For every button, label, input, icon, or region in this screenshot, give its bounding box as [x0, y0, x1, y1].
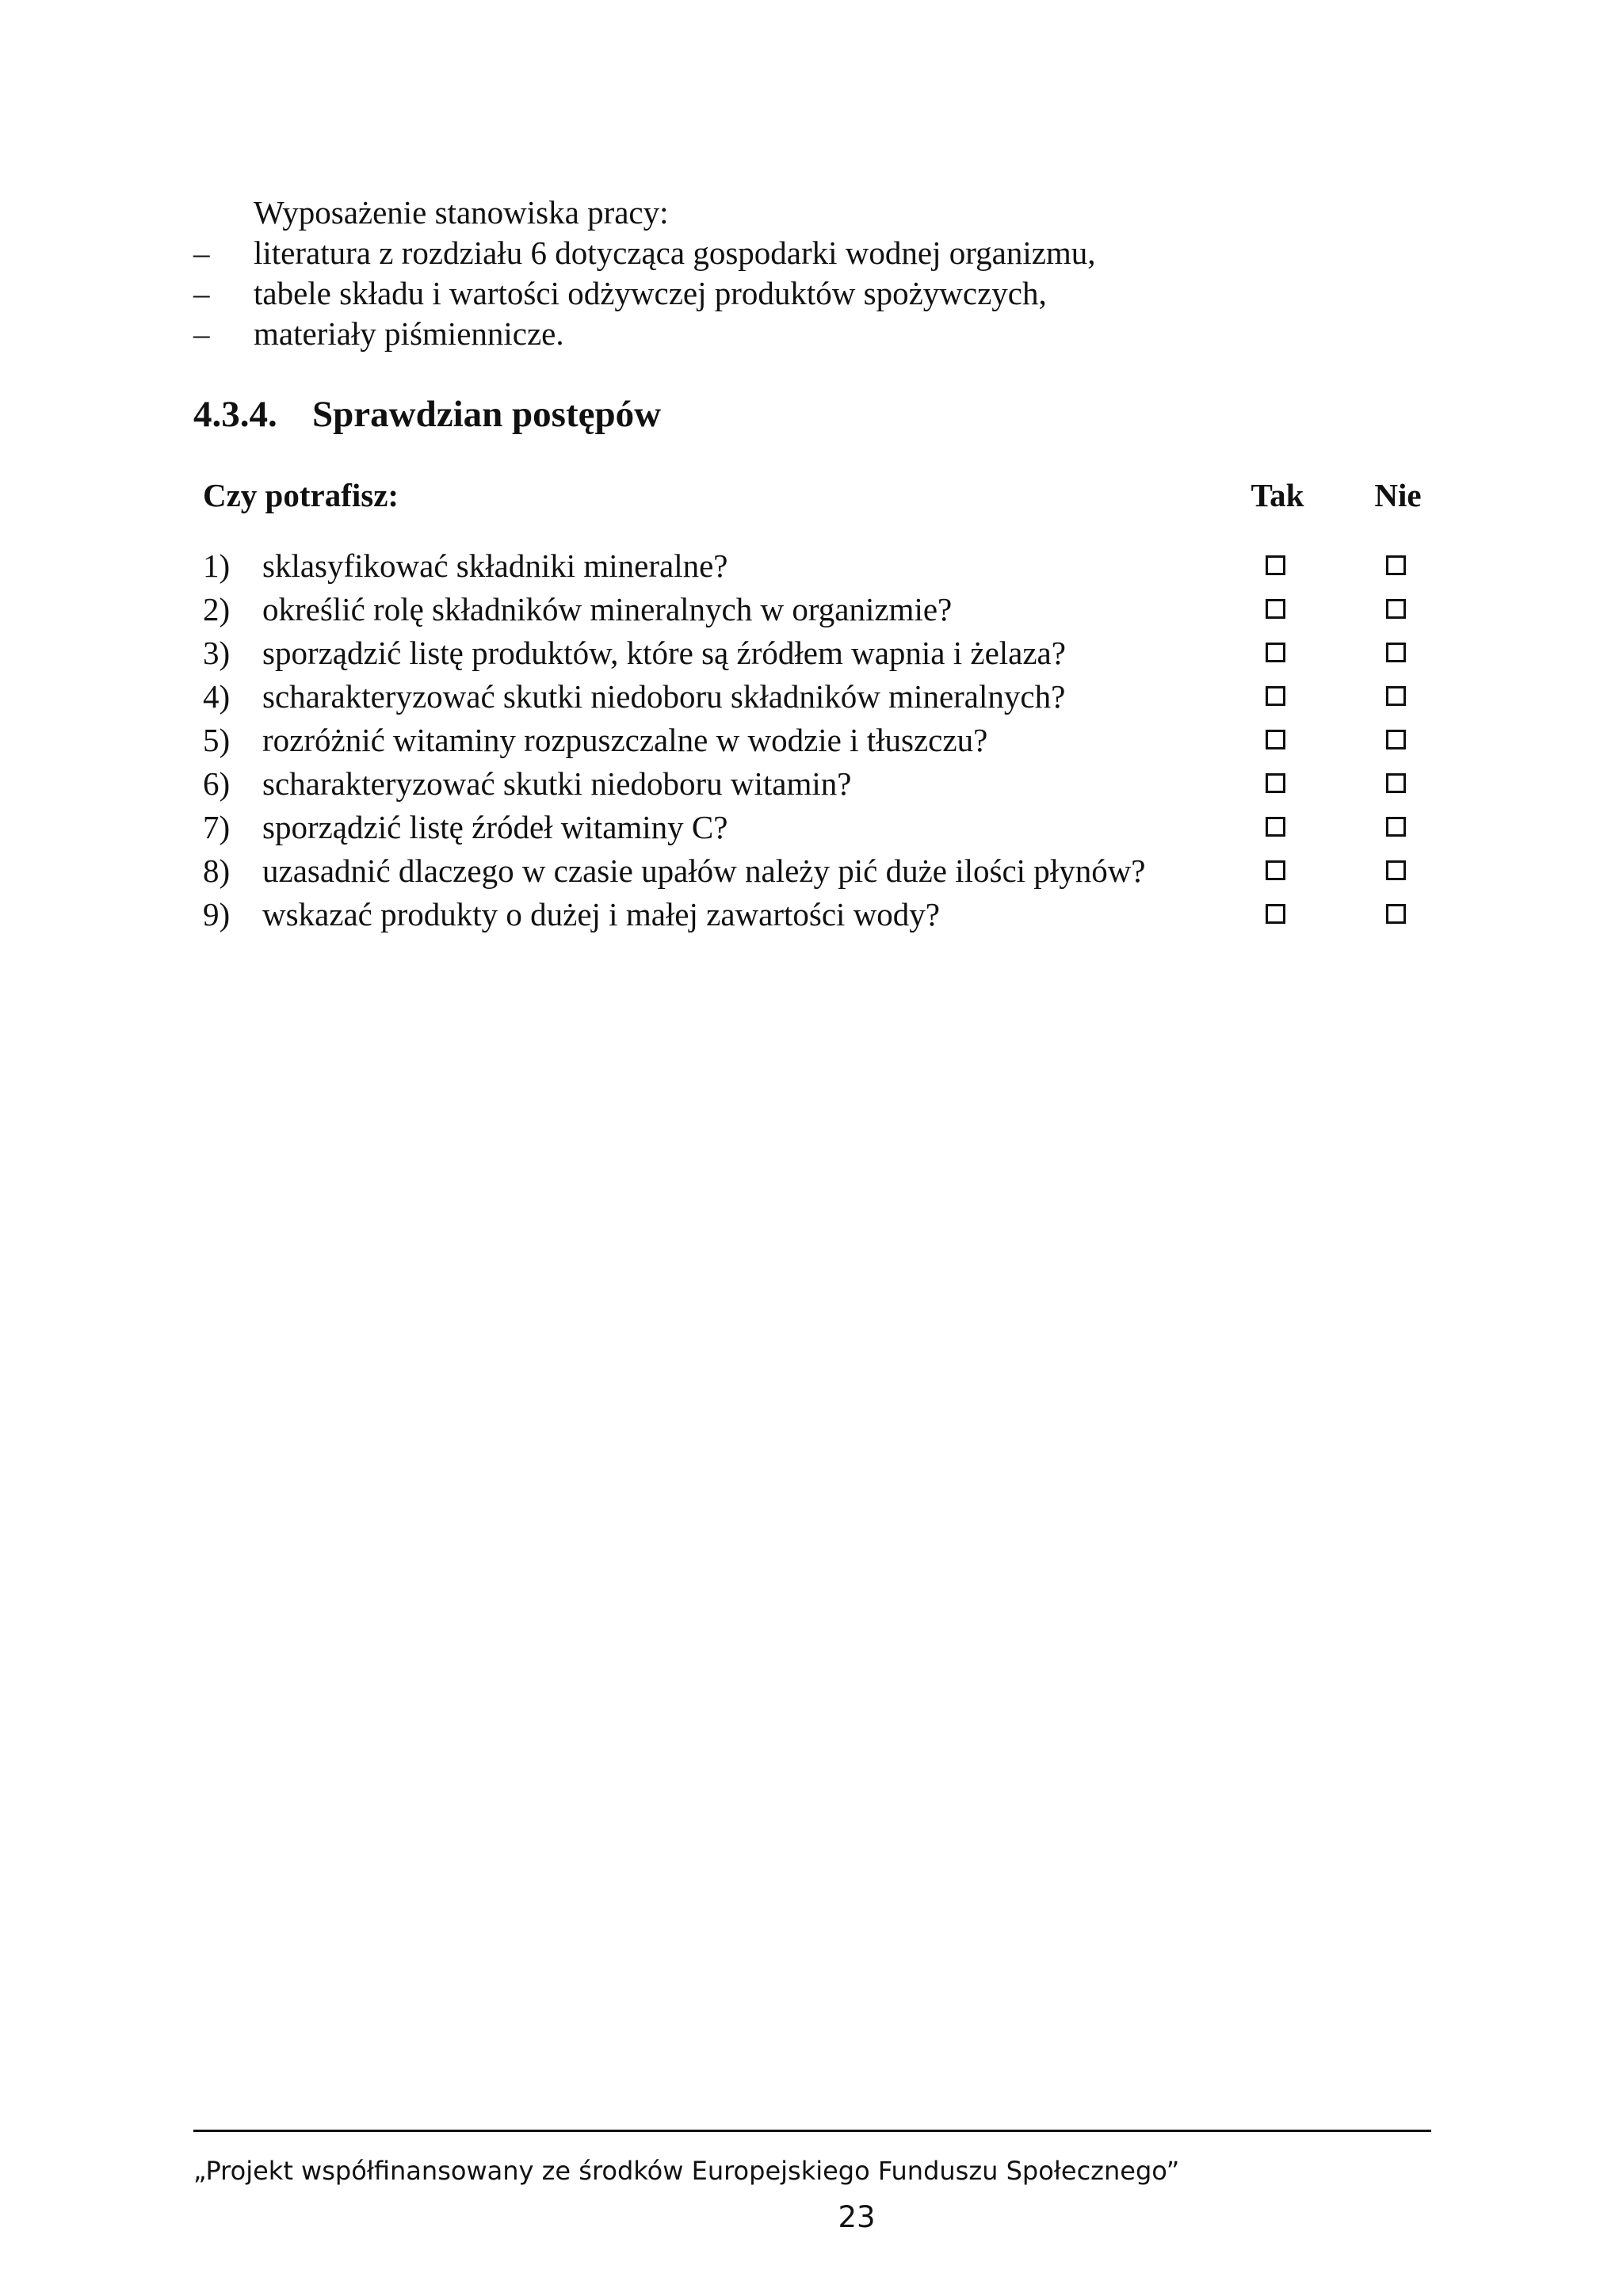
section-heading	[193, 391, 661, 438]
no-checkbox[interactable]	[1386, 817, 1406, 837]
yes-column-header: Tak	[1251, 477, 1304, 513]
checklist-rows	[203, 544, 1439, 936]
progress-checklist	[203, 471, 1439, 933]
no-checkbox[interactable]	[1386, 555, 1406, 575]
section-number: 4.3.4.	[193, 394, 277, 435]
checklist-row	[203, 544, 1439, 588]
row-number: 3)	[203, 635, 231, 671]
row-question: uzasadnić dlaczego w czasie upałów należy pić duże ilości płynów?	[262, 852, 1146, 889]
page-number: 23	[838, 2200, 876, 2234]
checklist-header	[203, 471, 1439, 519]
yes-checkbox[interactable]	[1266, 817, 1285, 837]
yes-checkbox[interactable]	[1266, 599, 1285, 619]
row-question: określić rolę składników mineralnych w organizmie?	[262, 591, 953, 627]
row-question: wskazać produkty o dużej i małej zawartości wody?	[262, 896, 940, 933]
checklist-row	[203, 893, 1439, 936]
yes-checkbox[interactable]	[1266, 904, 1285, 924]
row-number: 1)	[203, 547, 231, 584]
row-number: 2)	[203, 591, 231, 627]
equipment-item-text: tabele składu i wartości odżywczej produktów spożywczych,	[254, 275, 1047, 311]
no-checkbox[interactable]	[1386, 730, 1406, 749]
row-question: sporządzić listę źródeł witaminy C?	[262, 809, 728, 845]
equipment-item	[193, 314, 1096, 354]
equipment-item	[193, 233, 1096, 273]
row-number: 7)	[203, 809, 231, 845]
checklist-row	[203, 762, 1439, 806]
row-number: 6)	[203, 765, 231, 802]
row-question: sporządzić listę produktów, które są źródłem wapnia i żelaza?	[262, 635, 1066, 671]
row-question: rozróżnić witaminy rozpuszczalne w wodzie i tłuszczu?	[262, 722, 988, 758]
equipment-item	[193, 273, 1096, 314]
checklist-row	[203, 849, 1439, 893]
row-question: scharakteryzować skutki niedoboru składników mineralnych?	[262, 678, 1066, 715]
no-checkbox[interactable]	[1386, 643, 1406, 662]
no-column-header: Nie	[1374, 477, 1422, 513]
no-checkbox[interactable]	[1386, 773, 1406, 793]
equipment-list	[193, 233, 1096, 354]
question-header: Czy potrafisz:	[203, 477, 399, 513]
yes-checkbox[interactable]	[1266, 860, 1285, 880]
no-checkbox[interactable]	[1386, 599, 1406, 619]
checklist-row	[203, 631, 1439, 675]
section-title: Sprawdzian postępów	[312, 394, 662, 435]
yes-checkbox[interactable]	[1266, 643, 1285, 662]
equipment-item-text: literatura z rozdziału 6 dotycząca gospodarki wodnej organizmu,	[254, 235, 1096, 271]
row-number: 8)	[203, 852, 231, 889]
footer-funding-note: „Projekt współfinansowany ze środków Europejskiego Funduszu Społecznego”	[193, 2156, 1180, 2186]
equipment-item-text: materiały piśmiennicze.	[254, 315, 564, 352]
yes-checkbox[interactable]	[1266, 730, 1285, 749]
checklist-row	[203, 719, 1439, 762]
yes-checkbox[interactable]	[1266, 773, 1285, 793]
row-number: 9)	[203, 896, 231, 933]
footer-divider	[193, 2130, 1431, 2132]
dash-bullet: –	[193, 275, 210, 311]
row-number: 4)	[203, 678, 231, 715]
equipment-title: Wyposażenie stanowiska pracy:	[254, 194, 669, 231]
dash-bullet: –	[193, 315, 210, 352]
row-question: scharakteryzować skutki niedoboru witamin?	[262, 765, 852, 802]
dash-bullet: –	[193, 235, 210, 271]
no-checkbox[interactable]	[1386, 686, 1406, 706]
no-checkbox[interactable]	[1386, 904, 1406, 924]
checklist-row	[203, 588, 1439, 631]
checklist-row	[203, 675, 1439, 719]
yes-checkbox[interactable]	[1266, 686, 1285, 706]
yes-checkbox[interactable]	[1266, 555, 1285, 575]
checklist-row	[203, 806, 1439, 849]
row-number: 5)	[203, 722, 231, 758]
no-checkbox[interactable]	[1386, 860, 1406, 880]
row-question: sklasyfikować składniki mineralne?	[262, 547, 728, 584]
